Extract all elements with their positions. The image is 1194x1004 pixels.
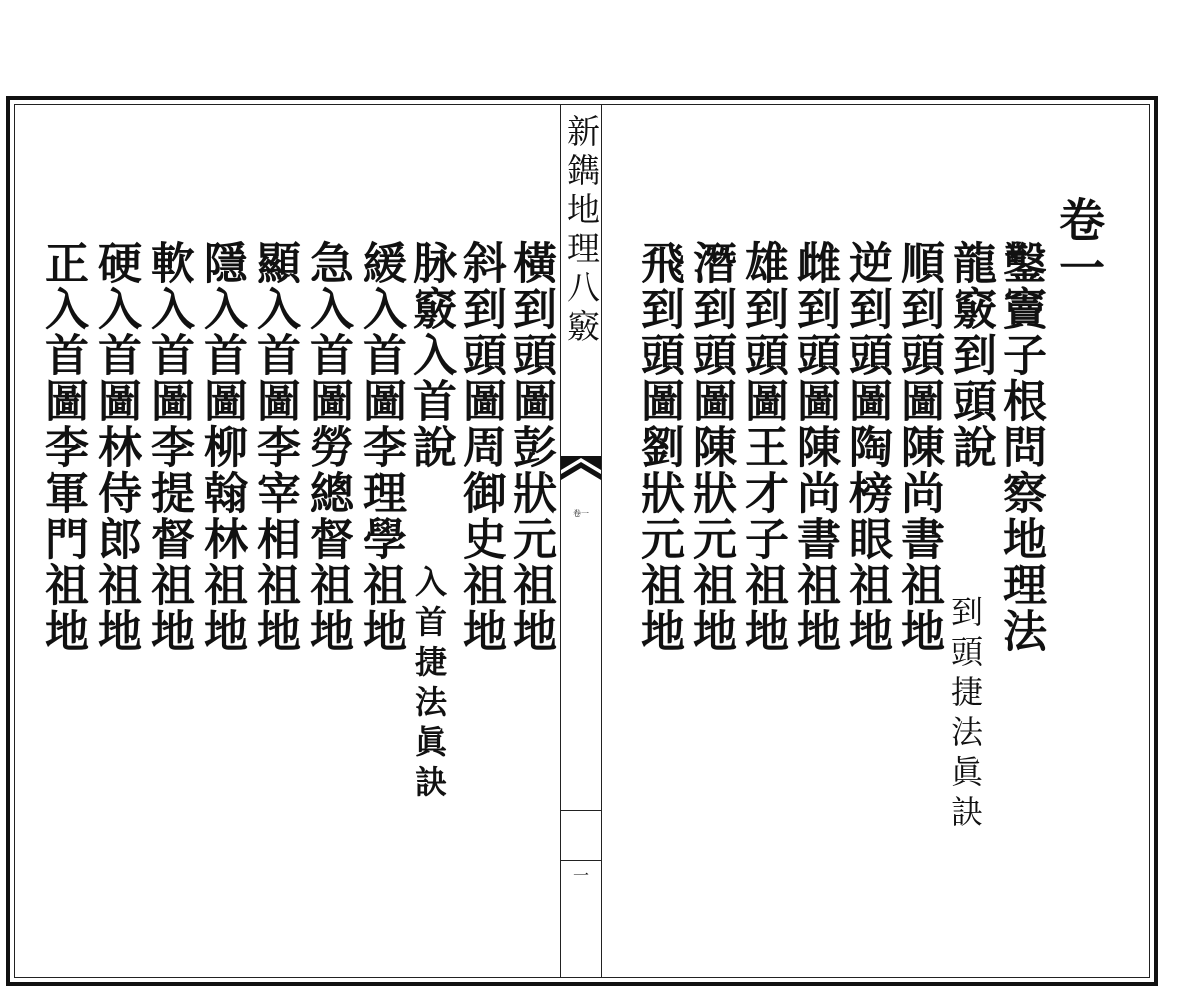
entry-line: 隱入首圖柳翰林祖地	[196, 240, 247, 654]
entry-line: 潛到頭圖陳狀元祖地	[685, 240, 736, 654]
entry-line: 硬入首圖林侍郎祖地	[90, 240, 141, 654]
section-heading: 龍竅到頭說	[945, 240, 996, 470]
entry-line: 軟入首圖李提督祖地	[143, 240, 194, 654]
entry-line: 顯入首圖李宰相祖地	[249, 240, 300, 654]
section-subheading: 到頭捷法眞訣	[946, 595, 984, 835]
entry-line: 順到頭圖陳尚書祖地	[893, 240, 944, 654]
entry-line: 逆到頭圖陶榜眼祖地	[841, 240, 892, 654]
section-subheading: 入首捷法眞訣	[410, 565, 448, 805]
entry-line: 雌到頭圖陳尚書祖地	[789, 240, 840, 654]
entry-line: 飛到頭圖劉狀元祖地	[633, 240, 684, 654]
entry-line: 正入首圖李軍門祖地	[37, 240, 88, 654]
entry-line: 橫到頭圖彭狀元祖地	[505, 240, 556, 654]
entry-line: 急入首圖勞總督祖地	[302, 240, 353, 654]
entry-line: 雄到頭圖王才子祖地	[737, 240, 788, 654]
entry-line: 緩入首圖李理學祖地	[355, 240, 406, 654]
book-fold-column	[560, 104, 602, 978]
book-title: 新鐫地理八竅	[562, 114, 601, 348]
chapter-title: 鑿竇子根問察地理法	[995, 240, 1046, 654]
section-heading: 脉竅入首說	[405, 240, 456, 470]
volume-heading: 卷一	[1052, 196, 1106, 292]
page-number: 一	[572, 866, 589, 885]
fishtail-mark	[561, 456, 601, 496]
entry-line: 斜到頭圖周御史祖地	[455, 240, 506, 654]
fold-divider-bottom	[561, 810, 601, 811]
volume-mark: 卷一	[573, 509, 589, 518]
fold-divider-top	[561, 860, 601, 861]
